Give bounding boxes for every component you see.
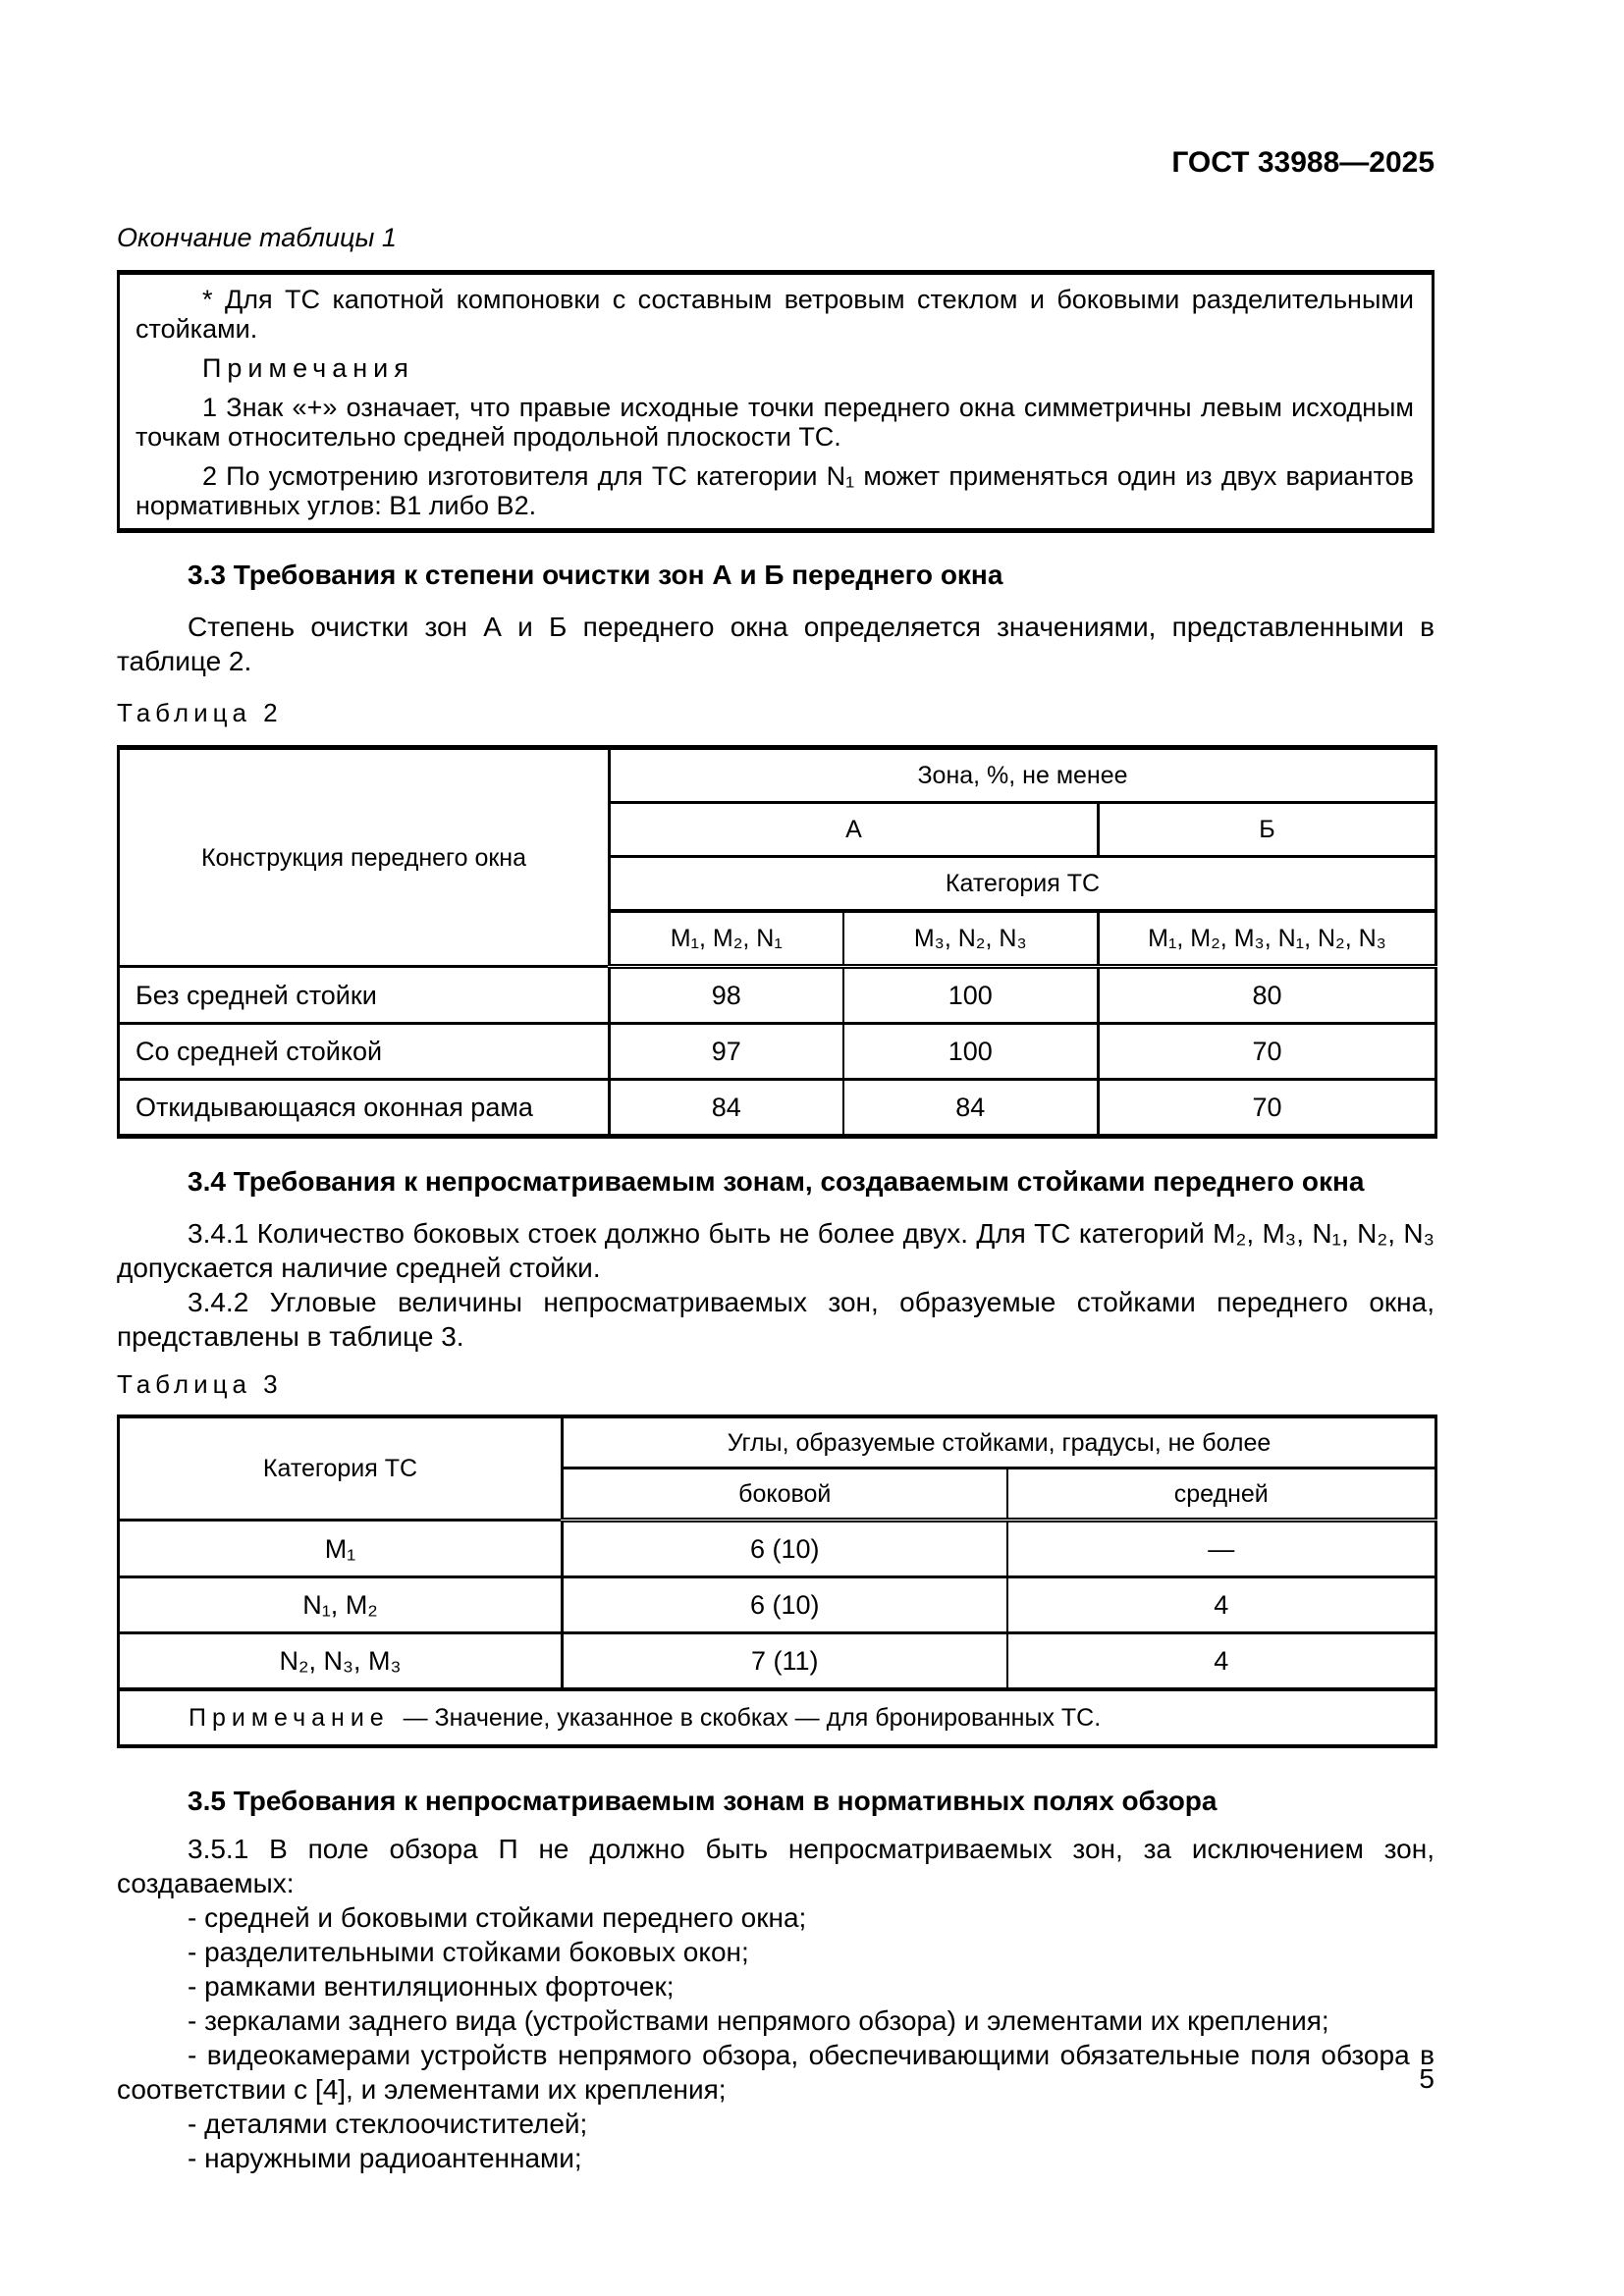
section-3-5-heading: 3.5 Требования к непросматриваемым зонам в нормативных полях обзора: [188, 1786, 1218, 1816]
table-row: [119, 967, 1436, 1024]
section-3-3-heading: 3.3 Требования к степени очистки зон А и Б переднего окна: [188, 560, 1003, 590]
table3-category-cell: N₁, M₂: [119, 1577, 563, 1633]
table2-cell: 70: [1099, 1080, 1436, 1137]
table1-footnote-box: [117, 270, 1435, 533]
table1-note-2: 2 По усмотрению изготовителя для ТС категории N₁ может применяться один из двух вариантов нормативных углов: В1 либо В2.: [135, 461, 1414, 520]
page-number: 5: [1419, 2063, 1435, 2094]
table2-cat-a1-header: M₁, M₂, N₁: [610, 911, 843, 967]
list-item: - средней и боковыми стойками переднего окна;: [188, 1902, 807, 1933]
table3-label: Таблица 3: [117, 1369, 283, 1399]
table1-footnote: * Для ТС капотной компоновки с составным ветровым стеклом и боковыми разделительными стойками.: [135, 285, 1414, 344]
table-row: [119, 1577, 1436, 1633]
table3-cell: 7 (11): [563, 1633, 1007, 1690]
table-row: [119, 1024, 1436, 1080]
notes-label: Примечания: [202, 353, 414, 383]
list-item: - наружными радиоантеннами;: [188, 2143, 582, 2173]
section-3-3-paragraph: Степень очистки зон А и Б переднего окна определяется значениями, представленными в таблице 2.: [117, 612, 1435, 676]
table3-cell: 6 (10): [563, 1577, 1007, 1633]
table2-row-name: Со средней стойкой: [119, 1024, 610, 1080]
table2-cat-b-header: M₁, M₂, M₃, N₁, N₂, N₃: [1099, 911, 1436, 967]
table2-cell: 100: [843, 967, 1099, 1024]
table3-note-label: Примечание: [189, 1704, 390, 1732]
table2-zone-a-header: А: [610, 803, 1099, 857]
table-row: [119, 1080, 1436, 1137]
table3-cell: —: [1007, 1521, 1436, 1577]
table2-row-name: Откидывающаяся оконная рама: [119, 1080, 610, 1137]
table3-category-cell: N₂, N₃, M₃: [119, 1633, 563, 1690]
table3-category-header: Категория ТС: [119, 1416, 563, 1521]
table2-cell: 84: [843, 1080, 1099, 1137]
page-content: [117, 0, 1435, 2175]
section-3-5-1-paragraph: 3.5.1 В поле обзора П не должно быть непросматриваемых зон, за исключением зон, создаваемых:: [117, 1834, 1435, 1898]
table3: [117, 1415, 1437, 1748]
table2-label: Таблица 2: [117, 698, 283, 727]
table3-note: Примечание — Значение, указанное в скобках — для бронированных ТС.: [119, 1689, 1436, 1746]
doc-number: ГОСТ 33988—2025: [1171, 146, 1435, 179]
table1-continuation-label: Окончание таблицы 1: [117, 223, 397, 252]
section-3-5-bullet-list: [117, 1900, 1435, 2175]
list-item: - деталями стеклоочистителей;: [188, 2109, 588, 2139]
list-item: - зеркалами заднего вида (устройствами непрямого обзора) и элементами их крепления;: [188, 2005, 1329, 2036]
table2-cell: 97: [610, 1024, 843, 1080]
table1-note-1: 1 Знак «+» означает, что правые исходные точки переднего окна симметричны левым исходным точкам относительно средней продольной плоскости ТС.: [135, 393, 1414, 452]
table3-middle-header: средней: [1007, 1468, 1436, 1521]
table-row: [119, 1521, 1436, 1577]
section-3-4-1-paragraph: 3.4.1 Количество боковых стоек должно быть не более двух. Для ТС категорий M₂, M₃, N₁, N₂, N₃ допускается наличие средней стойки.: [117, 1218, 1435, 1283]
table2-category-header: Категория ТС: [610, 857, 1436, 912]
table3-side-header: боковой: [563, 1468, 1007, 1521]
table2-zone-b-header: Б: [1099, 803, 1436, 857]
section-3-4-heading: 3.4 Требования к непросматриваемым зонам, создаваемым стойками переднего окна: [188, 1166, 1365, 1197]
table3-angles-header: Углы, образуемые стойками, градусы, не более: [563, 1416, 1436, 1468]
list-item: - видеокамерами устройств непрямого обзора, обеспечивающими обязательные поля обзора в соответствии с [4], и элементами их крепления;: [117, 2040, 1435, 2105]
list-item: - рамками вентиляционных форточек;: [188, 1971, 675, 2002]
list-item: - разделительными стойками боковых окон;: [188, 1937, 749, 1967]
table3-category-cell: M₁: [119, 1521, 563, 1577]
table3-cell: 6 (10): [563, 1521, 1007, 1577]
table2-cell: 80: [1099, 967, 1436, 1024]
table2-row-name: Без средней стойки: [119, 967, 610, 1024]
table2-cell: 100: [843, 1024, 1099, 1080]
table-row: [119, 1633, 1436, 1690]
table2-cat-a2-header: M₃, N₂, N₃: [843, 911, 1099, 967]
table2-zone-header: Зона, %, не менее: [610, 748, 1436, 803]
table2: [117, 745, 1437, 1139]
table3-note-text: [397, 1704, 404, 1732]
table2-cell: 84: [610, 1080, 843, 1137]
table3-cell: 4: [1007, 1633, 1436, 1690]
table2-cell: 98: [610, 967, 843, 1024]
table2-construction-header: Конструкция переднего окна: [119, 748, 610, 967]
table2-cell: 70: [1099, 1024, 1436, 1080]
section-3-4-2-paragraph: 3.4.2 Угловые величины непросматриваемых зон, образуемые стойками переднего окна, представлены в таблице 3.: [117, 1287, 1435, 1352]
table3-cell: 4: [1007, 1577, 1436, 1633]
